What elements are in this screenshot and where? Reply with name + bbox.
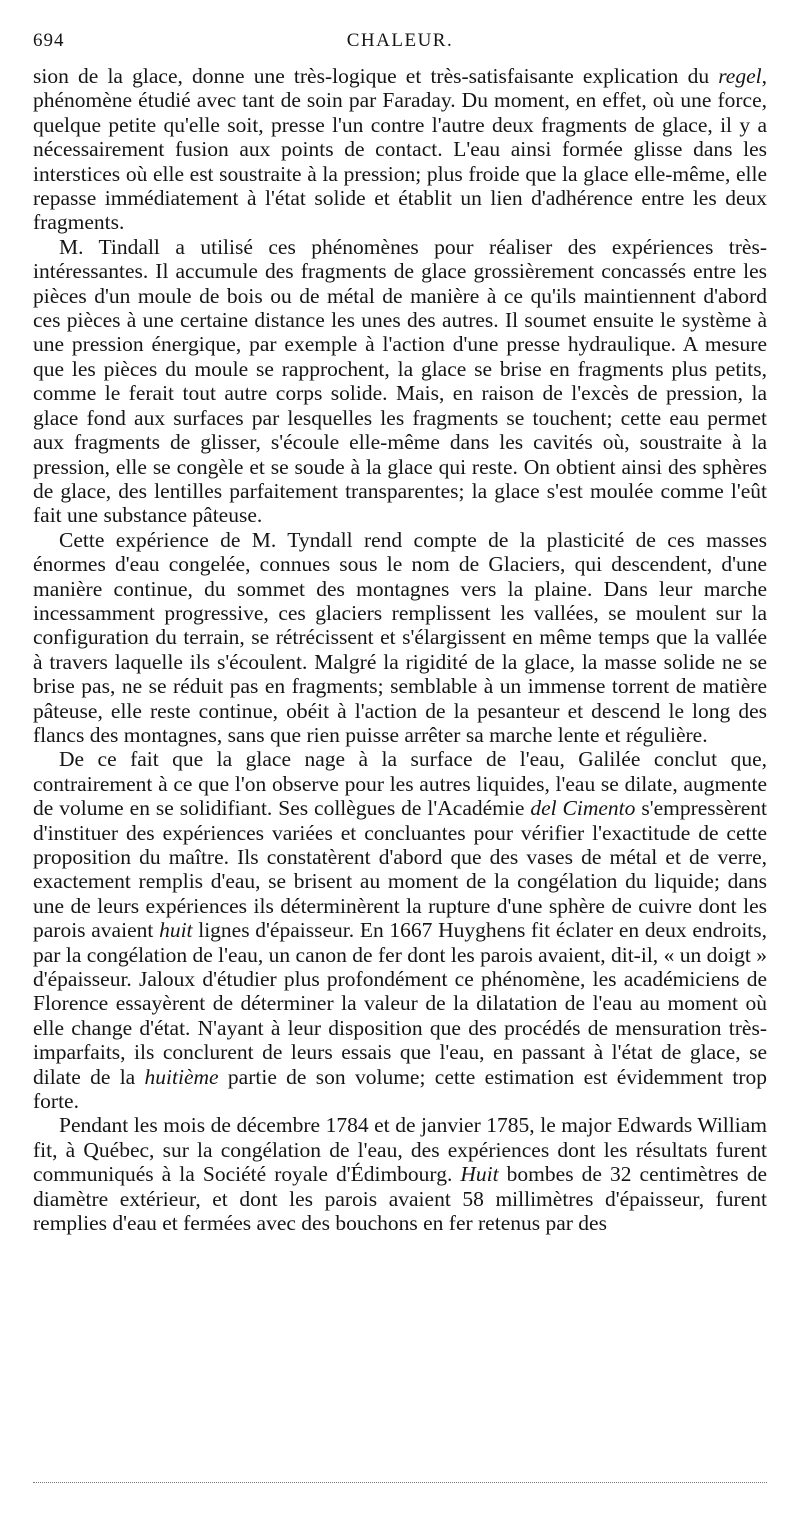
- italic-term: Huit: [460, 1162, 499, 1187]
- italic-term: del Cimento: [530, 796, 636, 821]
- book-page: [33, 30, 767, 1236]
- text-run: , phénomène étudié avec tant de soin par Faraday. Du moment, en effet, où une force, quelque petite qu'elle soit, presse l'un contre l'autre deux fragments de glace, il y a nécessairement fusion aux points de contact. L'eau ainsi formée glisse dans les interstices où elle est soustraite à la pression; plus froide que la glace elle-même, elle repasse immédiatement à l'état solide et établit un lien d'adhérence entre les deux fragments.: [33, 64, 767, 235]
- text-run: bombes de 32 centimètres de diamètre extérieur, et dont les parois avaient 58 millimètres d'épaisseur, furent remplies d'eau et fermées avec des bouchons en fer retenus par des: [33, 1162, 767, 1236]
- paragraph-5: [33, 1113, 767, 1235]
- text-run: lignes d'épaisseur. En 1667 Huyghens fit éclater en deux endroits, par la congélation de l'eau, un canon de fer dont les parois avaient, dit-il, « un doigt » d'épaisseur. Jaloux d'étudier plus profondément ce phénomène, les académiciens de Florence essayèrent de déterminer la valeur de la dilatation de l'eau au moment où elle change d'état. N'ayant à leur disposition que des procédés de mensuration très-imparfaits, ils conclurent de leurs essais que l'eau, en passant à l'état de glace, se dilate de la: [33, 918, 768, 1089]
- italic-term: regel: [718, 64, 762, 88]
- text-run: M. Tindall a utilisé ces phénomènes pour réaliser des expériences très-intéressantes. Il accumule des fragments de glace grossièrement concassés entre les pièces d'un moule de bois ou de métal de manière à ce qu'ils maintiennent d'abord ces pièces à une certaine distance les unes des autres. Il soumet ensuite le système à une pression énergique, par exemple à l'action d'une presse hydraulique. A mesure que les pièces du moule se rapprochent, la glace se brise en fragments plus petits, comme le ferait tout autre corps solide. Mais, en raison de l'excès de pression, la glace fond aux surfaces par lesquelles les fragments se touchent; cette eau permet aux fragments de glisser, s'écoule elle-même dans les cavités où, soustraite à la pression, elle se congèle et se soude à la glace qui reste. On obtient ainsi des sphères de glace, des lentilles parfaitement transparentes; la glace s'est moulée comme l'eût fait une substance pâteuse.: [33, 234, 767, 528]
- page-number: 694: [33, 30, 65, 51]
- text-run: partie de son volume; cette estimation est évidemment trop forte.: [33, 1064, 767, 1114]
- text-run: De ce fait que la glace nage à la surface de l'eau, Galilée conclut que, contrairement à ce que l'on observe pour les autres liquides, l'eau se dilate, augmente de volume en se solidifiant. Ses collègues de l'Académie: [33, 747, 767, 821]
- text-run: Pendant les mois de décembre 1784 et de janvier 1785, le major Edwards William fit, à Québec, sur la congélation de l'eau, des expériences dont les résultats furent communiqués à la Société royale d'Édimbourg.: [33, 1113, 767, 1187]
- running-head: [33, 30, 767, 54]
- italic-term: huitième: [144, 1064, 219, 1089]
- text-run: s'empressèrent d'instituer des expériences variées et concluantes pour vérifier l'exactitude de cette proposition du maître. Ils constatèrent d'abord que des vases de métal et de verre, exactement remplis d'eau, se brisent au moment de la congélation du liquide; dans une de leurs expériences ils déterminèrent la rupture d'une sphère de cuivre dont les parois avaient: [33, 796, 767, 943]
- paragraph-1: [33, 64, 767, 235]
- text-run: Cette expérience de M. Tyndall rend compte de la plasticité de ces masses énormes d'eau congelée, connues sous le nom de Glaciers, qui descendent, d'une manière continue, du sommet des montagnes vers la plaine. Dans leur marche incessamment progressive, ces glaciers remplissent les vallées, se moulent sur la configuration du terrain, se rétrécissent et s'élargissent en même temps que la vallée à travers laquelle ils s'écoulent. Malgré la rigidité de la glace, la masse solide ne se brise pas, ne se réduit pas en fragments; semblable à un immense torrent de matière pâteuse, elle reste continue, obéit à l'action de la pesanteur et descend le long des flancs des montagnes, sans que rien puisse arrêter sa marche lente et régulière.: [33, 527, 767, 747]
- text-run: sion de la glace, donne une très-logique et très-satisfaisante explication du: [33, 64, 719, 88]
- running-title: CHALEUR.: [346, 30, 454, 51]
- paragraph-3: [33, 528, 767, 748]
- italic-term: huit: [159, 918, 193, 943]
- footer-rule: [33, 1482, 767, 1483]
- paragraph-2: [33, 235, 767, 528]
- paragraph-4: [33, 747, 767, 1113]
- body-text: [33, 64, 767, 1236]
